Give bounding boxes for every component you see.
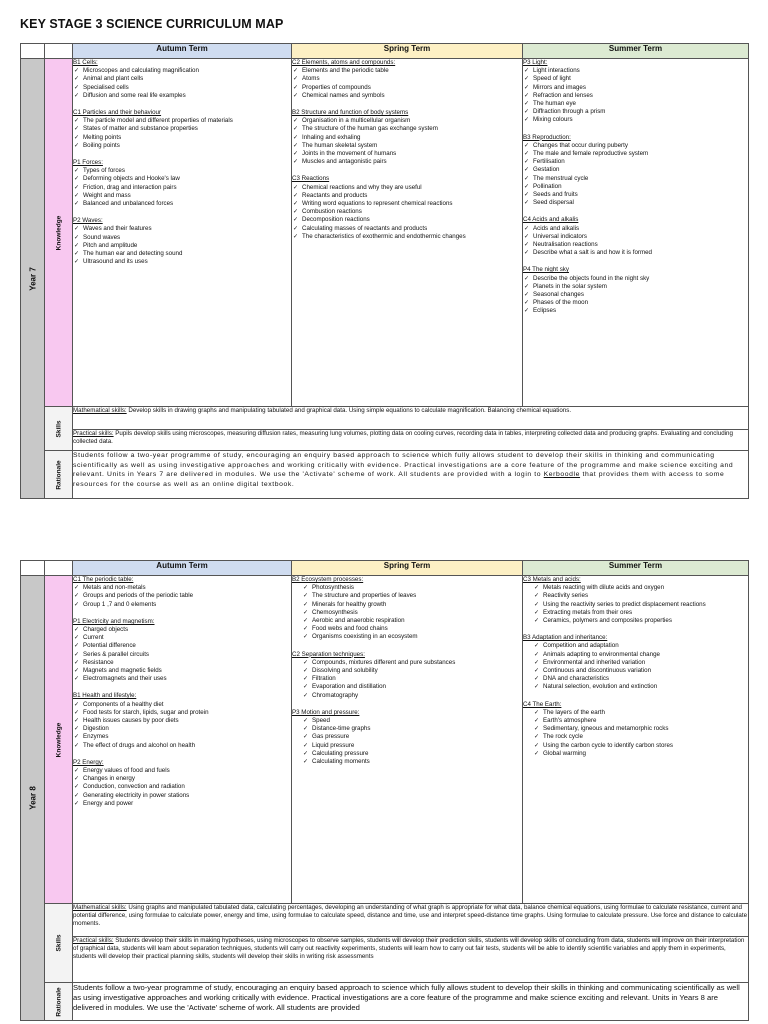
topic-item: ✓ Animal and plant cells: [73, 75, 291, 83]
rationale-label: Rationale: [55, 986, 62, 1017]
topic-item: ✓ Friction, drag and interaction pairs: [73, 184, 291, 192]
topic-item: ✓ Weight and mass: [73, 192, 291, 200]
topic-item: ✓ Phases of the moon: [523, 299, 748, 307]
unit-block: [73, 759, 291, 808]
topic-item: ✓ Combustion reactions: [292, 208, 522, 216]
topic-item: ✓ Balanced and unbalanced forces: [73, 200, 291, 208]
topic-item: ✓ Ultrasound and its uses: [73, 258, 291, 266]
topic-item: ✓ Speed: [292, 717, 522, 725]
topic-item: ✓ Current: [73, 634, 291, 642]
unit-block: [292, 709, 522, 766]
topic-item: ✓ The human eye: [523, 100, 748, 108]
unit-topic-list: [292, 117, 522, 166]
topic-item: ✓ Calculating pressure: [292, 750, 522, 758]
topic-item: ✓ The particle model and different properties of materials: [73, 117, 291, 125]
autumn-term-header: Autumn Term: [73, 44, 292, 59]
topic-item: ✓ Sedimentary, igneous and metamorphic rocks: [523, 725, 748, 733]
unit-title: C2 Separation techniques:: [292, 650, 365, 658]
topic-item: ✓ Photosynthesis: [292, 584, 522, 592]
mathematical-skills: [73, 904, 749, 937]
rationale-label-cell: [45, 451, 73, 499]
topic-item: ✓ Decomposition reactions: [292, 216, 522, 224]
unit-topic-list: [292, 717, 522, 766]
autumn-column: [73, 59, 292, 407]
unit-topic-list: [523, 225, 748, 258]
summer-term-header: Summer Term: [523, 44, 749, 59]
unit-block: [73, 576, 291, 609]
topic-item: ✓ Food tests for starch, lipids, sugar and protein: [73, 709, 291, 717]
topic-item: ✓ Inhaling and exhaling: [292, 134, 522, 142]
year7-curriculum-table: [20, 43, 749, 499]
kerboodle-link[interactable]: Kerboodle: [543, 471, 581, 479]
topic-item: ✓ The characteristics of exothermic and endothermic changes: [292, 233, 522, 241]
topic-item: ✓ The male and female reproductive system: [523, 150, 748, 158]
unit-topic-list: [73, 167, 291, 208]
topic-item: ✓ Animals adapting to environmental change: [523, 651, 748, 659]
topic-item: ✓ The structure and properties of leaves: [292, 592, 522, 600]
topic-item: ✓ Charged objects: [73, 626, 291, 634]
topic-item: ✓ Food webs and food chains: [292, 625, 522, 633]
year-label-cell: [21, 59, 45, 499]
topic-item: ✓ Electromagnets and their uses: [73, 675, 291, 683]
topic-item: ✓ Deforming objects and Hooke's law: [73, 175, 291, 183]
unit-block: [73, 217, 291, 266]
skill-label: Practical skills:: [73, 430, 114, 437]
topic-item: ✓ Organisms coexisting in an ecosystem: [292, 633, 522, 641]
summer-term-header: Summer Term: [523, 561, 749, 576]
topic-item: ✓ Series & parallel circuits: [73, 651, 291, 659]
unit-title: P1 Forces:: [73, 159, 103, 167]
unit-title: P3 Light:: [523, 59, 548, 66]
topic-item: ✓ Seeds and fruits: [523, 191, 748, 199]
unit-title: P3 Motion and pressure:: [292, 708, 360, 716]
topic-item: ✓ Chemical names and symbols: [292, 92, 522, 100]
topic-item: ✓ Continuous and discontinuous variation: [523, 667, 748, 675]
unit-topic-list: [292, 67, 522, 100]
unit-title: P2 Waves:: [73, 217, 103, 225]
topic-item: ✓ Components of a healthy diet: [73, 701, 291, 709]
topic-item: ✓ The structure of the human gas exchange system: [292, 125, 522, 133]
topic-item: ✓ Elements and the periodic table: [292, 67, 522, 75]
topic-item: ✓ Refraction and lenses: [523, 92, 748, 100]
unit-title: C1 Particles and their behaviour: [73, 109, 162, 117]
unit-topic-list: [73, 626, 291, 683]
unit-topic-list: [73, 701, 291, 750]
topic-item: ✓ Joints in the movement of humans: [292, 150, 522, 158]
unit-topic-list: [523, 642, 748, 691]
topic-item: ✓ Speed of light: [523, 75, 748, 83]
topic-item: ✓ Acids and alkalis: [523, 225, 748, 233]
unit-block: [292, 59, 522, 100]
knowledge-label-cell: [45, 576, 73, 904]
unit-topic-list: [523, 275, 748, 316]
unit-title: B3 Adaptation and inheritance:: [523, 634, 608, 642]
topic-item: ✓ Filtration: [292, 675, 522, 683]
rationale-label: Rationale: [55, 459, 62, 490]
topic-item: ✓ Metals reacting with dilute acids and oxygen: [523, 584, 748, 592]
unit-block: [523, 576, 748, 625]
unit-topic-list: [73, 117, 291, 150]
topic-item: ✓ Properties of compounds: [292, 84, 522, 92]
spring-column: [292, 59, 523, 407]
topic-item: ✓ Extracting metals from their ores: [523, 609, 748, 617]
topic-item: ✓ DNA and characteristics: [523, 675, 748, 683]
topic-item: ✓ Gas pressure: [292, 733, 522, 741]
mathematical-skills: [73, 407, 749, 430]
topic-item: ✓ Using the reactivity series to predict displacement reactions: [523, 601, 748, 609]
topic-item: ✓ Resistance: [73, 659, 291, 667]
skill-text: Develop skills in drawing graphs and manipulating tabulated and graphical data. Using simple equations to calculate magnification. Balancing chemical equations.: [126, 407, 572, 414]
unit-title: P1 Electricity and magnetism:: [73, 617, 155, 625]
rationale-text: Students follow a two-year programme of study, encouraging an enquiry based approach to science which fully allows student to develop their skills in thinking and communicating scientifically as well as using investigative approaches and working critically with evidence. Practical investigations are a core feature of the programme and make science exciting and relevant. Units in Years 8 are delivered in modules. We use the 'Activate' scheme of work. All students are provided: [73, 983, 749, 1021]
unit-block: [523, 266, 748, 315]
rationale-text: Students follow a two-year programme of study, encouraging an enquiry based approach to science which fully allows student to develop their skills in thinking and communicating scientifically as well as using investigative approaches and working critically with evidence. Practical investigations are a core feature of the programme and make science exciting and relevant. Units in Years 7 are delivered in modules. We use the 'Activate' scheme of work. All students are provided with a login to Kerboodle that provides them with access to some resources for the course as well as an online digital textbook.: [73, 451, 749, 499]
unit-topic-list: [292, 659, 522, 700]
unit-topic-list: [292, 584, 522, 641]
unit-topic-list: [523, 67, 748, 124]
unit-title: C3 Metals and acids:: [523, 576, 581, 583]
topic-item: ✓ Mirrors and images: [523, 84, 748, 92]
topic-item: ✓ Describe the objects found in the night sky: [523, 275, 748, 283]
topic-item: ✓ Changes that occur during puberty: [523, 142, 748, 150]
topic-item: ✓ Microscopes and calculating magnification: [73, 67, 291, 75]
topic-item: ✓ Magnets and magnetic fields: [73, 667, 291, 675]
topic-item: ✓ Pitch and amplitude: [73, 242, 291, 250]
unit-title: P2 Energy:: [73, 758, 104, 766]
year-label: Year 7: [28, 266, 37, 291]
knowledge-label-cell: [45, 59, 73, 407]
topic-item: ✓ Seasonal changes: [523, 291, 748, 299]
unit-block: [73, 59, 291, 100]
topic-item: ✓ Generating electricity in power stations: [73, 792, 291, 800]
topic-item: ✓ Enzymes: [73, 733, 291, 741]
topic-item: ✓ The layers of the earth: [523, 709, 748, 717]
topic-item: ✓ Aerobic and anaerobic respiration: [292, 617, 522, 625]
topic-item: ✓ Global warming: [523, 750, 748, 758]
unit-block: [523, 134, 748, 208]
topic-item: ✓ Universal indicators: [523, 233, 748, 241]
unit-topic-list: [523, 142, 748, 208]
unit-title: B2 Structure and function of body systems: [292, 109, 409, 117]
topic-item: ✓ Describe what a salt is and how it is formed: [523, 249, 748, 257]
topic-item: ✓ Energy and power: [73, 800, 291, 808]
topic-item: ✓ Gestation: [523, 166, 748, 174]
unit-block: [292, 109, 522, 166]
topic-item: ✓ Using the carbon cycle to identify carbon stores: [523, 742, 748, 750]
autumn-term-header: Autumn Term: [73, 561, 292, 576]
unit-title: C4 The Earth:: [523, 700, 562, 708]
unit-block: [73, 692, 291, 749]
spring-term-header: Spring Term: [292, 561, 523, 576]
skill-label: Practical skills:: [73, 937, 114, 944]
unit-topic-list: [73, 67, 291, 100]
unit-block: [523, 701, 748, 758]
topic-item: ✓ Sound waves: [73, 234, 291, 242]
topic-item: ✓ Potential difference: [73, 642, 291, 650]
skills-label: Skills: [55, 420, 62, 437]
unit-block: [73, 618, 291, 684]
topic-item: ✓ Melting points: [73, 134, 291, 142]
spring-term-header: Spring Term: [292, 44, 523, 59]
topic-item: ✓ Evaporation and distillation: [292, 683, 522, 691]
topic-item: ✓ Liquid pressure: [292, 742, 522, 750]
topic-item: ✓ Group 1 ,7 and 0 elements: [73, 601, 291, 609]
topic-item: ✓ Fertilisation: [523, 158, 748, 166]
unit-block: [523, 216, 748, 257]
autumn-column: [73, 576, 292, 904]
topic-item: ✓ Writing word equations to represent chemical reactions: [292, 200, 522, 208]
unit-topic-list: [523, 709, 748, 758]
page-title: KEY STAGE 3 SCIENCE CURRICULUM MAP: [20, 17, 284, 31]
topic-item: ✓ Dissolving and solubility: [292, 667, 522, 675]
skill-label: Mathematical skills:: [73, 407, 127, 414]
topic-item: ✓ Conduction, convection and radiation: [73, 783, 291, 791]
unit-block: [523, 634, 748, 691]
unit-block: [73, 159, 291, 208]
topic-item: ✓ Reactants and products: [292, 192, 522, 200]
topic-item: ✓ Ceramics, polymers and composites properties: [523, 617, 748, 625]
topic-item: ✓ Seed dispersal: [523, 199, 748, 207]
topic-item: ✓ Waves and their features: [73, 225, 291, 233]
topic-item: ✓ Planets in the solar system: [523, 283, 748, 291]
skill-text: Pupils develop skills using microscopes, measuring diffusion rates, measuring lung volumes, plotting data on cooling curves, recording data in tables, interpreting collected data and producing graphs. Evaluating and concluding collected data.: [73, 430, 733, 445]
unit-title: C1 The periodic table:: [73, 576, 134, 583]
topic-item: ✓ Environmental and inherited variation: [523, 659, 748, 667]
topic-item: ✓ Competition and adaptation: [523, 642, 748, 650]
topic-item: ✓ Changes in energy: [73, 775, 291, 783]
unit-block: [73, 109, 291, 150]
topic-item: ✓ The human skeletal system: [292, 142, 522, 150]
topic-item: ✓ Metals and non-metals: [73, 584, 291, 592]
unit-block: [292, 175, 522, 241]
topic-item: ✓ Calculating moments: [292, 758, 522, 766]
topic-item: ✓ Chromatography: [292, 692, 522, 700]
unit-topic-list: [73, 767, 291, 808]
topic-item: ✓ Reactivity series: [523, 592, 748, 600]
unit-title: B1 Health and lifestyle:: [73, 692, 137, 700]
topic-item: ✓ Atoms: [292, 75, 522, 83]
summer-column: [523, 59, 749, 407]
topic-item: ✓ Diffraction through a prism: [523, 108, 748, 116]
topic-item: ✓ Muscles and antagonistic pairs: [292, 158, 522, 166]
unit-title: B2 Ecosystem processes:: [292, 576, 364, 583]
year-label-cell: [21, 576, 45, 1021]
knowledge-label: Knowledge: [55, 722, 62, 757]
practical-skills: [73, 937, 749, 983]
year-label: Year 8: [28, 786, 37, 810]
skill-text: Using graphs and manipulated tabulated data, calculating percentages, developing an understanding of what graph is appropriate for what data, balance chemical equations, using formulae to calculate resistance, current and potential difference, using formulae to calculate power, energy and time, using formulae to calculate speed, distance and time, use and interpret speed-distance time graphs. Using formulae to calculate pressure. Use force and distance to calculate moments.: [73, 904, 748, 927]
spring-column: [292, 576, 523, 904]
year8-curriculum-table: [20, 560, 749, 1021]
topic-item: ✓ The effect of drugs and alcohol on health: [73, 742, 291, 750]
knowledge-label: Knowledge: [55, 215, 62, 250]
unit-title: P4 The night sky: [523, 266, 569, 274]
unit-title: B1 Cells:: [73, 59, 98, 66]
topic-item: ✓ Digestion: [73, 725, 291, 733]
practical-skills: [73, 430, 749, 451]
skills-label-cell: [45, 407, 73, 451]
topic-item: ✓ Calculating masses of reactants and products: [292, 225, 522, 233]
topic-item: ✓ Natural selection, evolution and extinction: [523, 683, 748, 691]
topic-item: ✓ Diffusion and some real life examples: [73, 92, 291, 100]
unit-block: [292, 651, 522, 700]
topic-item: ✓ Chemical reactions and why they are useful: [292, 184, 522, 192]
topic-item: ✓ Eclipses: [523, 307, 748, 315]
topic-item: ✓ The menstrual cycle: [523, 175, 748, 183]
skills-label: Skills: [55, 934, 62, 952]
unit-block: [292, 576, 522, 642]
skills-label-cell: [45, 904, 73, 983]
topic-item: ✓ The rock cycle: [523, 733, 748, 741]
topic-item: ✓ Earth's atmosphere: [523, 717, 748, 725]
topic-item: ✓ Groups and periods of the periodic table: [73, 592, 291, 600]
summer-column: [523, 576, 749, 904]
term-header-row: [21, 561, 749, 576]
unit-title: C2 Elements, atoms and compounds:: [292, 59, 396, 66]
topic-item: ✓ Light interactions: [523, 67, 748, 75]
topic-item: ✓ Minerals for healthy growth: [292, 601, 522, 609]
skill-label: Mathematical skills:: [73, 904, 127, 911]
topic-item: ✓ Organisation in a multicellular organism: [292, 117, 522, 125]
topic-item: ✓ Distance-time graphs: [292, 725, 522, 733]
skill-text: Students develop their skills in making hypotheses, using microscopes to observe samples, students will develop their prediction skills, students will develop skills of concluding from data, students will improve on their interpretation of graphical data, students will learn about separation techniques, students will carry out reactivity experiments, students will learn how to carry out fair tests, students will be able to identify scientific variables and apply them in experiments, students will develop their practical planning skills, students will develop their skills in writing risk assessments: [73, 937, 745, 960]
topic-item: ✓ Mixing colours: [523, 116, 748, 124]
unit-block: [523, 59, 748, 125]
unit-topic-list: [73, 584, 291, 609]
topic-item: ✓ The human ear and detecting sound: [73, 250, 291, 258]
unit-topic-list: [523, 584, 748, 625]
unit-topic-list: [73, 225, 291, 266]
unit-topic-list: [292, 184, 522, 241]
topic-item: ✓ Boiling points: [73, 142, 291, 150]
topic-item: ✓ Neutralisation reactions: [523, 241, 748, 249]
topic-item: ✓ Health issues causes by poor diets: [73, 717, 291, 725]
unit-title: C4 Acids and alkalis: [523, 216, 579, 224]
topic-item: ✓ Chemosynthesis: [292, 609, 522, 617]
topic-item: ✓ Energy values of food and fuels: [73, 767, 291, 775]
rationale-label-cell: [45, 983, 73, 1021]
topic-item: ✓ Types of forces: [73, 167, 291, 175]
term-header-row: [21, 44, 749, 59]
unit-title: C3 Reactions: [292, 175, 330, 183]
topic-item: ✓ States of matter and substance properties: [73, 125, 291, 133]
unit-title: B3 Reproduction:: [523, 133, 571, 141]
topic-item: ✓ Compounds, mixtures different and pure substances: [292, 659, 522, 667]
topic-item: ✓ Specialised cells: [73, 84, 291, 92]
topic-item: ✓ Pollination: [523, 183, 748, 191]
